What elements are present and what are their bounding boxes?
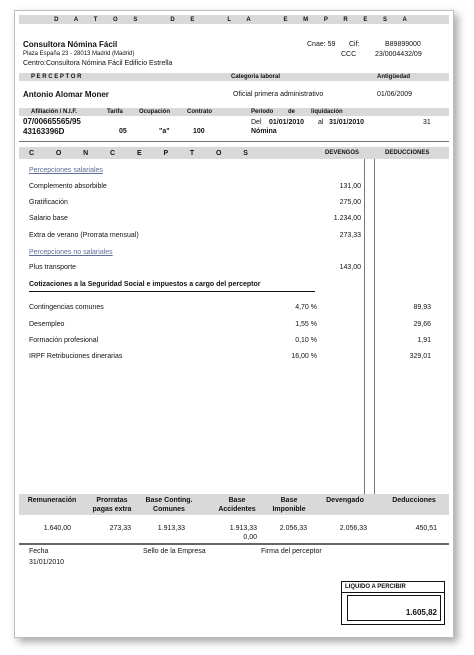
net-pay-amount: 1.605,82 bbox=[405, 608, 437, 617]
total-header-base-imp-1: Base bbox=[280, 497, 298, 504]
payslip-sheet bbox=[14, 10, 454, 638]
period-from-label: Del bbox=[251, 119, 262, 126]
contribution-label-formacion: Formación profesional bbox=[29, 337, 99, 344]
non-salarial-heading: Percepciones no salariales bbox=[29, 249, 113, 256]
total-base-imp: 2.056,33 bbox=[279, 525, 307, 532]
concept-label-gratificacion: Gratificación bbox=[29, 199, 68, 206]
company-address: Plaza España 23 - 28013 Madrid (Madrid) bbox=[23, 51, 135, 57]
concepts-divider-1 bbox=[364, 159, 365, 494]
total-deducciones: 450,51 bbox=[415, 525, 437, 532]
total-base-acc: 1.913,33 bbox=[229, 525, 257, 532]
total-header-prorratas-1: Prorratas bbox=[96, 497, 128, 504]
concept-label-salario: Salario base bbox=[29, 215, 68, 222]
nif-number: 43163396D bbox=[23, 127, 65, 136]
period-to-label: al bbox=[318, 119, 324, 126]
period-from: 01/01/2010 bbox=[269, 119, 305, 126]
total-header-base-cont-1: Base Conting. bbox=[145, 497, 193, 504]
employee-seniority: 01/06/2009 bbox=[377, 91, 413, 98]
total-devengado: 2.056,33 bbox=[339, 525, 367, 532]
total-header-base-acc-1: Base bbox=[228, 497, 246, 504]
contribution-amount-contingencias: 89,93 bbox=[413, 304, 431, 311]
col-occupation: Ocupación bbox=[139, 109, 171, 115]
col-contract: Contrato bbox=[187, 109, 212, 115]
col-settlement: liquidación bbox=[311, 109, 343, 115]
col-affiliation: Afiliación / N.I.F. bbox=[31, 109, 78, 115]
concept-amount-gratificacion: 275,00 bbox=[339, 199, 361, 206]
concept-amount-extra: 273,33 bbox=[339, 232, 361, 239]
days-value: 31 bbox=[423, 119, 431, 126]
contribution-amount-formacion: 1,91 bbox=[417, 337, 431, 344]
occupation-value: "a" bbox=[159, 128, 170, 135]
employee-name: Antonio Alomar Moner bbox=[23, 90, 109, 99]
company-header-title: D A T O S D E L A E M P R E S A bbox=[54, 17, 414, 23]
affiliation-header-bar bbox=[19, 108, 449, 116]
employee-category: Oficial primera administrativo bbox=[233, 91, 324, 98]
concept-label-extra: Extra de verano (Prorrata mensual) bbox=[29, 232, 139, 239]
total-header-remuneracion: Remuneración bbox=[27, 497, 77, 504]
ccc-label: CCC bbox=[341, 51, 357, 58]
cif-value: B89899000 bbox=[385, 41, 421, 48]
footer-date: 31/01/2010 bbox=[29, 559, 65, 566]
contribution-rate-contingencias: 4,70 % bbox=[295, 304, 317, 311]
concept-amount-salario: 1.234,00 bbox=[333, 215, 361, 222]
col-tariff: Tarifa bbox=[107, 109, 123, 115]
contribution-amount-irpf: 329,01 bbox=[409, 353, 431, 360]
total-base-acc-extra: 0,00 bbox=[243, 534, 257, 541]
concepts-top-rule bbox=[19, 141, 449, 142]
col-of: de bbox=[288, 109, 296, 115]
total-remuneracion: 1.640,00 bbox=[43, 525, 71, 532]
total-header-deducciones: Deducciones bbox=[392, 497, 436, 504]
company-center: Centro:Consultora Nómina Fácil Edificio Estrella bbox=[23, 60, 173, 67]
footer-seal-label: Sello de la Empresa bbox=[143, 548, 206, 555]
total-header-devengado: Devengado bbox=[326, 497, 364, 504]
perceptor-label: P E R C E P T O R bbox=[31, 74, 82, 80]
period-type: Nómina bbox=[251, 128, 277, 135]
net-pay-divider bbox=[341, 592, 445, 593]
concept-amount-transporte: 143,00 bbox=[339, 264, 361, 271]
period-to: 31/01/2010 bbox=[329, 119, 365, 126]
footer-top-rule bbox=[19, 543, 449, 545]
footer-date-label: Fecha bbox=[29, 548, 49, 555]
contribution-label-irpf: IRPF Retribuciones dinerarias bbox=[29, 353, 123, 360]
total-header-base-imp-2: Imponible bbox=[272, 506, 306, 513]
total-base-cont: 1.913,33 bbox=[157, 525, 185, 532]
seniority-label: Antigüedad bbox=[377, 74, 410, 80]
ccc-value: 23/0004432/09 bbox=[375, 51, 422, 58]
contribution-label-desempleo: Desempleo bbox=[29, 321, 65, 328]
tariff-value: 05 bbox=[119, 128, 127, 135]
concepts-title: C O N C E P T O S bbox=[29, 150, 252, 157]
footer-signature-label: Firma del perceptor bbox=[261, 548, 322, 555]
contribution-rate-desempleo: 1,55 % bbox=[295, 321, 317, 328]
total-header-base-acc-2: Accidentes bbox=[218, 506, 256, 513]
concepts-divider-2 bbox=[374, 159, 375, 494]
devengos-label: DEVENGOS bbox=[325, 150, 360, 156]
affiliation-number: 07/00665565/95 bbox=[23, 117, 81, 126]
contribution-rate-formacion: 0,10 % bbox=[295, 337, 317, 344]
cnae-label: Cnae: 59 bbox=[307, 41, 336, 48]
cif-label: Cif: bbox=[349, 41, 360, 48]
total-header-base-cont-2: Comunes bbox=[153, 506, 185, 513]
salarial-heading: Percepciones salariales bbox=[29, 167, 103, 174]
concept-label-transporte: Plus transporte bbox=[29, 264, 77, 271]
contribution-rate-irpf: 16,00 % bbox=[291, 353, 317, 360]
total-header-prorratas-2: pagas extra bbox=[92, 506, 132, 513]
deducciones-label: DEDUCCIONES bbox=[385, 150, 430, 156]
contribution-label-contingencias: Contingencias comunes bbox=[29, 304, 104, 311]
contributions-heading: Cotizaciones a la Seguridad Social e impuestos a cargo del perceptor bbox=[29, 281, 261, 288]
contributions-heading-rule bbox=[29, 291, 315, 292]
col-period: Período bbox=[251, 109, 274, 115]
contribution-amount-desempleo: 29,66 bbox=[413, 321, 431, 328]
contract-value: 100 bbox=[193, 128, 205, 135]
concept-amount-complemento: 131,00 bbox=[339, 183, 361, 190]
concept-label-complemento: Complemento absorbible bbox=[29, 183, 107, 190]
category-label: Categoría laboral bbox=[231, 74, 281, 80]
net-pay-label: LIQUIDO A PERCIBIR bbox=[345, 584, 406, 590]
total-prorratas: 273,33 bbox=[109, 525, 131, 532]
company-name: Consultora Nómina Fácil bbox=[23, 40, 118, 49]
